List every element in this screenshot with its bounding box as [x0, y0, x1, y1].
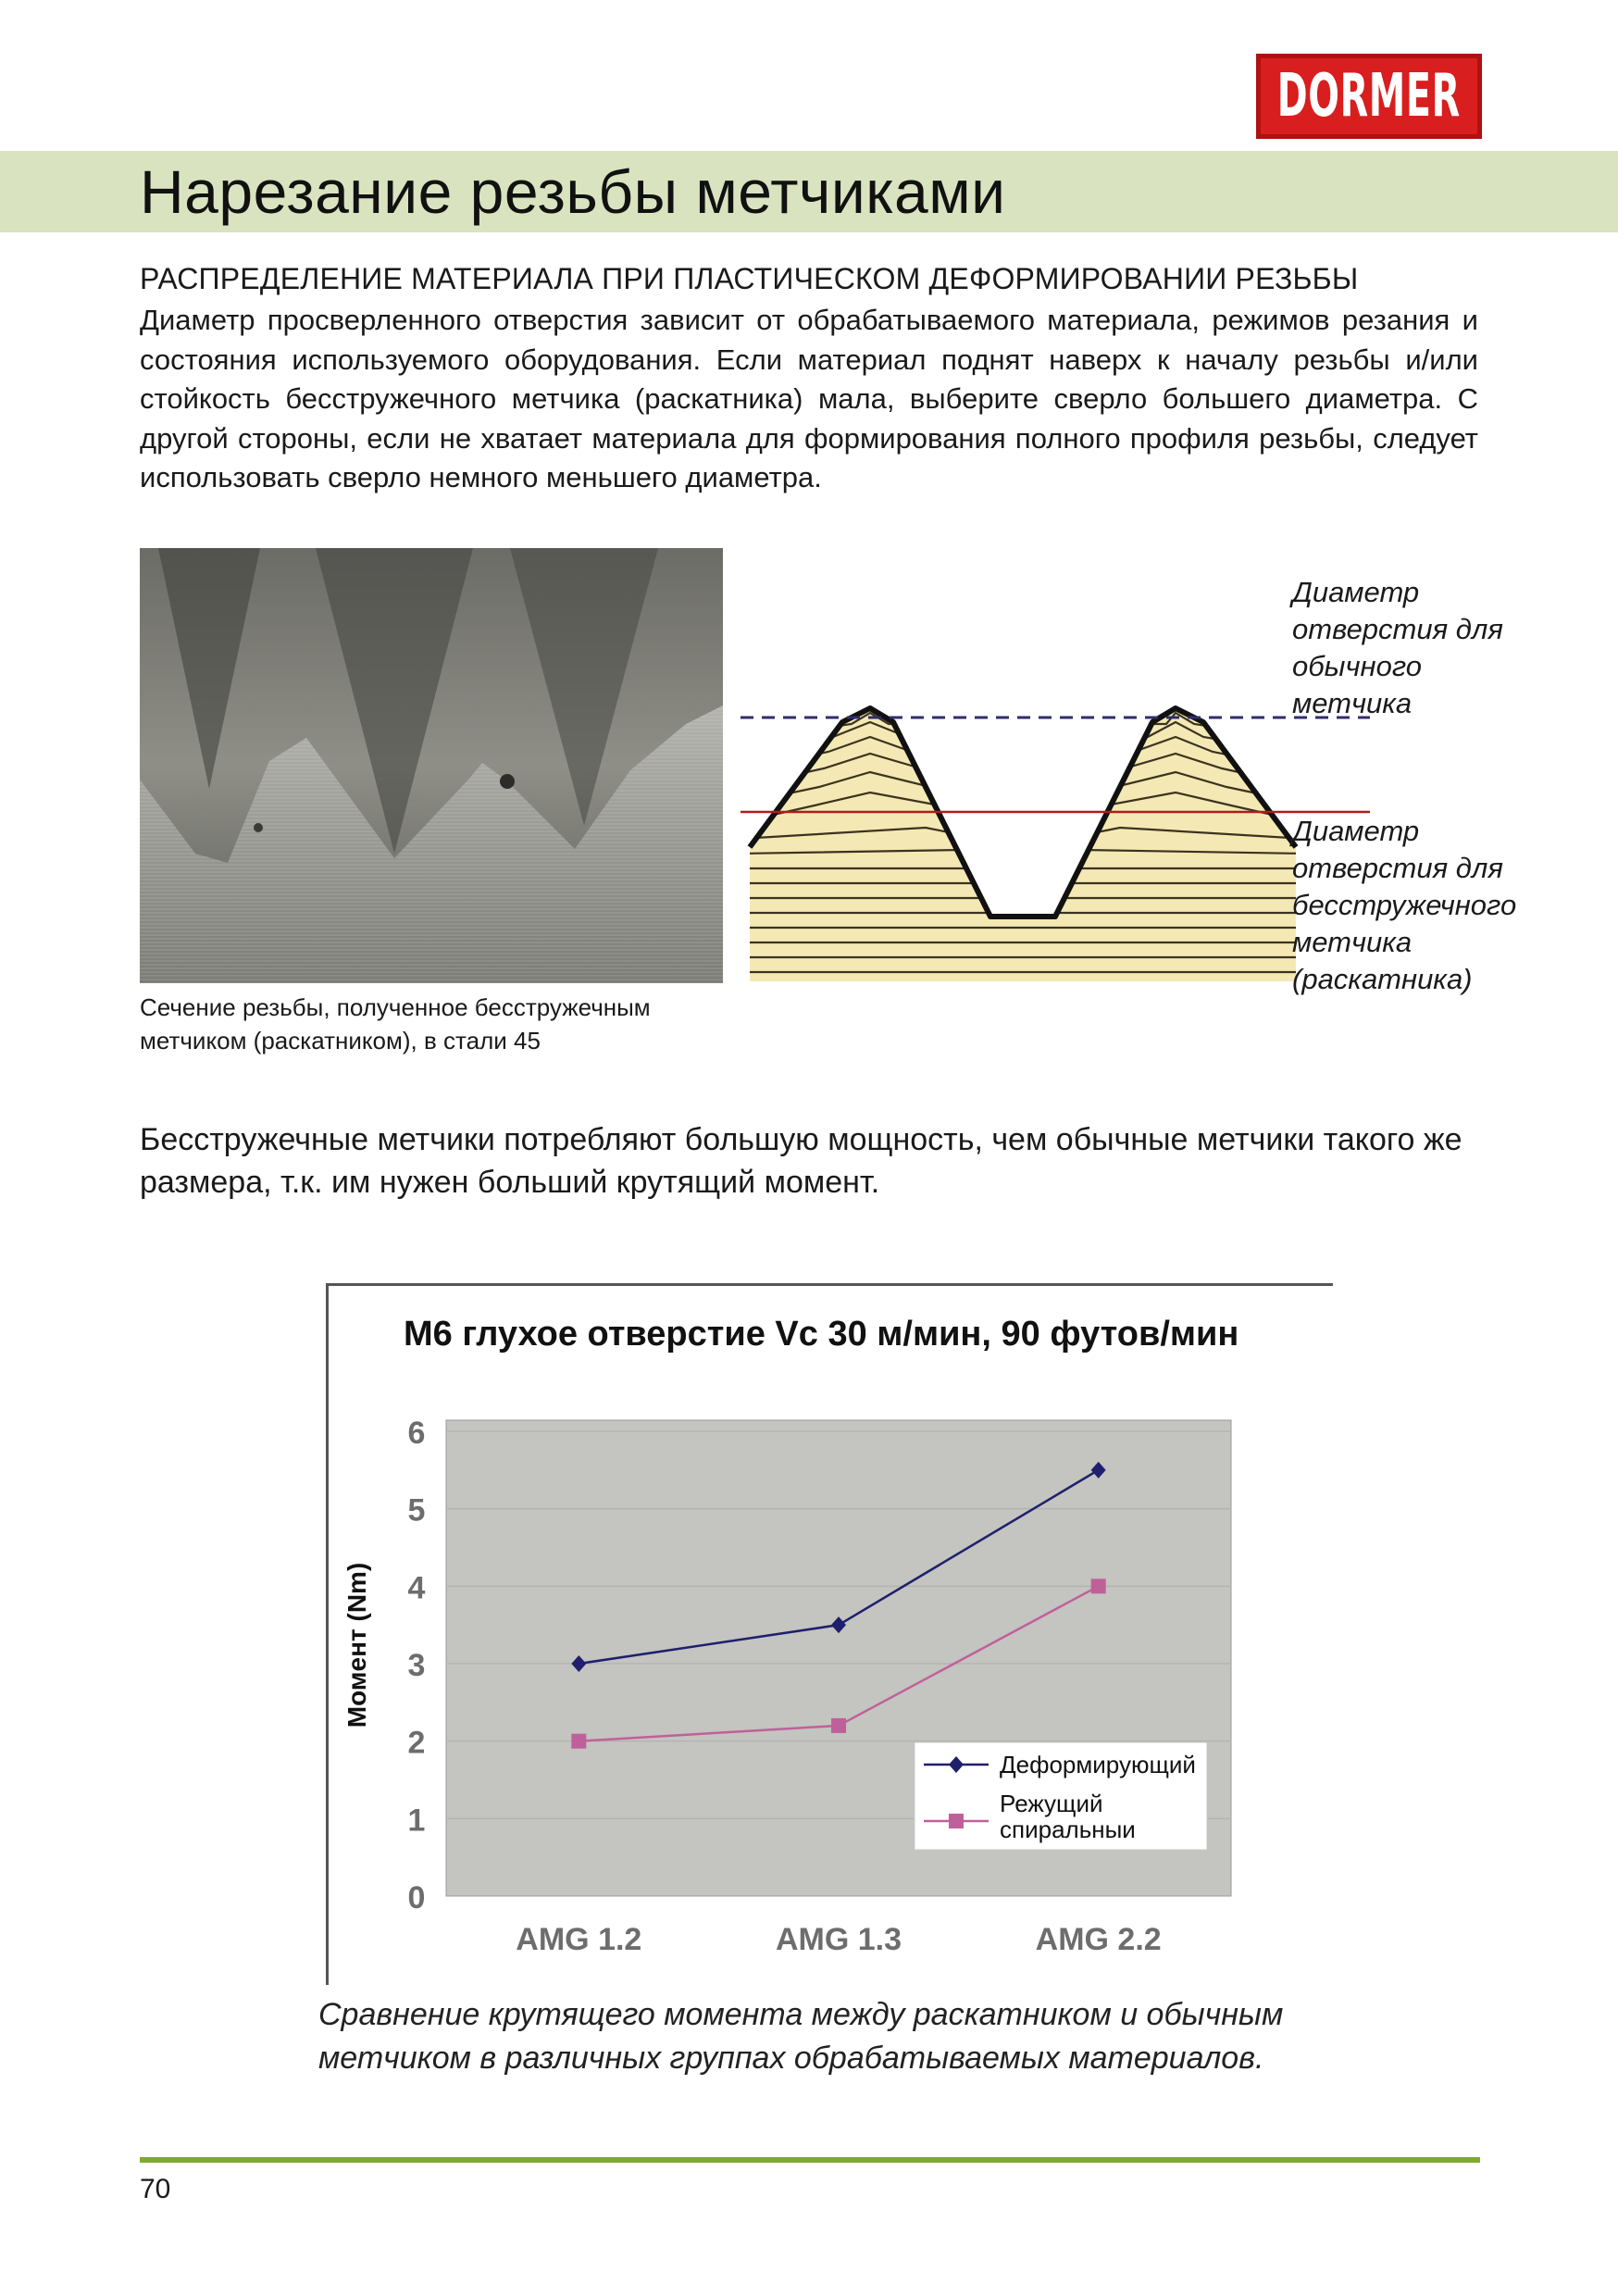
x-tick-label: AMG 2.2	[1035, 1922, 1162, 1957]
footer-rule	[140, 2157, 1480, 2163]
page-number: 70	[140, 2174, 171, 2204]
intro-paragraph: Диаметр просверленного отверстия зависит от обрабатываемого материала, режимов резания и состояния используемого оборудования. Если материал поднят наверх к началу резьбы и/или стойкость бесстружечного метчика (раскатника) мала, выберите сверло большего диаметра. С другой стороны, если не хватает материала для формирования полного профиля резьбы, следует использовать сверло немного меньшего диаметра.	[140, 304, 1478, 494]
x-tick-label: AMG 1.3	[775, 1922, 902, 1957]
x-tick-label: AMG 1.2	[516, 1922, 642, 1957]
y-tick-label: 6	[407, 1416, 426, 1451]
y-tick-label: 5	[407, 1492, 426, 1529]
thread-forming-diagram	[741, 555, 1388, 991]
series-point-2	[571, 1734, 586, 1749]
logo-text: DORMER	[1276, 62, 1462, 131]
section-heading: РАСПРЕДЕЛЕНИЕ МАТЕРИАЛА ПРИ ПЛАСТИЧЕСКОМ ДЕФОРМИРОВАНИИ РЕЗЬБЫ	[140, 262, 1359, 295]
y-tick-label: 2	[407, 1725, 426, 1761]
power-paragraph: Бесстружечные метчики потребляют большую мощность, чем обычные метчики такого же размера, т.к. им нужен больший крутящий момент.	[140, 1122, 1462, 1200]
series-point-2	[831, 1718, 846, 1733]
chart-title: M6 глухое отверстие Vc 30 м/мин, 90 футов/мин	[404, 1315, 1239, 1354]
y-tick-label: 4	[407, 1570, 426, 1606]
label-forming-tap-hole: Диаметр отверстия для бесстружечного метчика (раскатника)	[1292, 815, 1517, 995]
torque-line-chart	[326, 1283, 1335, 1987]
figure-caption: Сравнение крутящего момента между раскатником и обычным метчиком в различных группах обрабатываемых материалов.	[318, 1997, 1284, 2076]
y-axis-label: Момент (Nm)	[342, 1562, 371, 1728]
legend-label-2b: спиральныи	[1000, 1816, 1136, 1843]
legend-label-1: Деформирующий	[1000, 1751, 1196, 1778]
label-standard-tap-hole: Диаметр отверстия для обычного метчика	[1292, 576, 1503, 719]
y-tick-label: 3	[407, 1648, 426, 1683]
y-tick-label: 0	[407, 1880, 426, 1915]
series-point-2	[1091, 1578, 1106, 1593]
y-tick-label: 1	[407, 1803, 426, 1839]
thread-section-photo	[140, 548, 723, 983]
photo-caption: Сечение резьбы, полученное бесстружечным метчиком (раскатником), в стали 45	[140, 993, 651, 1054]
title-band	[0, 151, 1618, 232]
legend-label-2a: Режущий	[1000, 1790, 1103, 1817]
page-title: Нарезание резьбы метчиками	[140, 157, 1006, 226]
dormer-logo	[1256, 54, 1482, 139]
legend-marker-2	[949, 1814, 964, 1828]
